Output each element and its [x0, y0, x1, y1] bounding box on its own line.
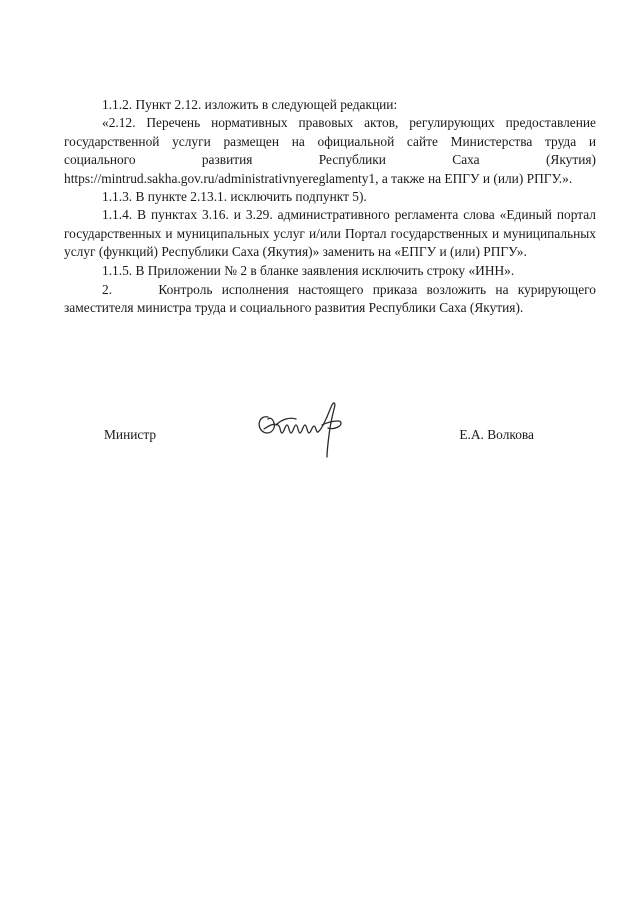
paragraph-1-1-2: 1.1.2. Пункт 2.12. изложить в следующей редакции:	[102, 97, 398, 112]
handwritten-signature	[252, 395, 352, 459]
document-body	[64, 96, 596, 318]
signatory-name: Е.А. Волкова	[459, 427, 534, 442]
signatory-role: Министр	[104, 427, 157, 442]
paragraph-1-1-4: 1.1.4. В пунктах 3.16. и 3.29. административного регламента слова «Единый портал государственных и муниципальных услуг и/или Портал государственных и муниципальных услуг (функций) Республики Саха (Якутия)» заменить на «ЕПГУ и (или) РПГУ».	[64, 207, 596, 260]
paragraph-2-12-quote: «2.12. Перечень нормативных правовых актов, регулирующих предоставление государственной услуги размещен на официальной сайте Министерства труда и социального развития Республики Саха (Якутия) https://mintrud.sakha.gov.ru/administrativnyereglamenty1, а также на ЕПГУ и (или) РПГУ.».	[64, 115, 596, 186]
paragraph-1-1-3: 1.1.3. В пункте 2.13.1. исключить подпункт 5).	[102, 189, 367, 205]
signature-block	[104, 395, 534, 465]
paragraph-1-1-5: 1.1.5. В Приложении № 2 в бланке заявления исключить строку «ИНН».	[102, 262, 515, 278]
paragraph-2-control: 2. Контроль исполнения настоящего приказа возложить на курирующего заместителя министра труда и социального развития Республики Саха (Якутия).	[64, 282, 596, 316]
